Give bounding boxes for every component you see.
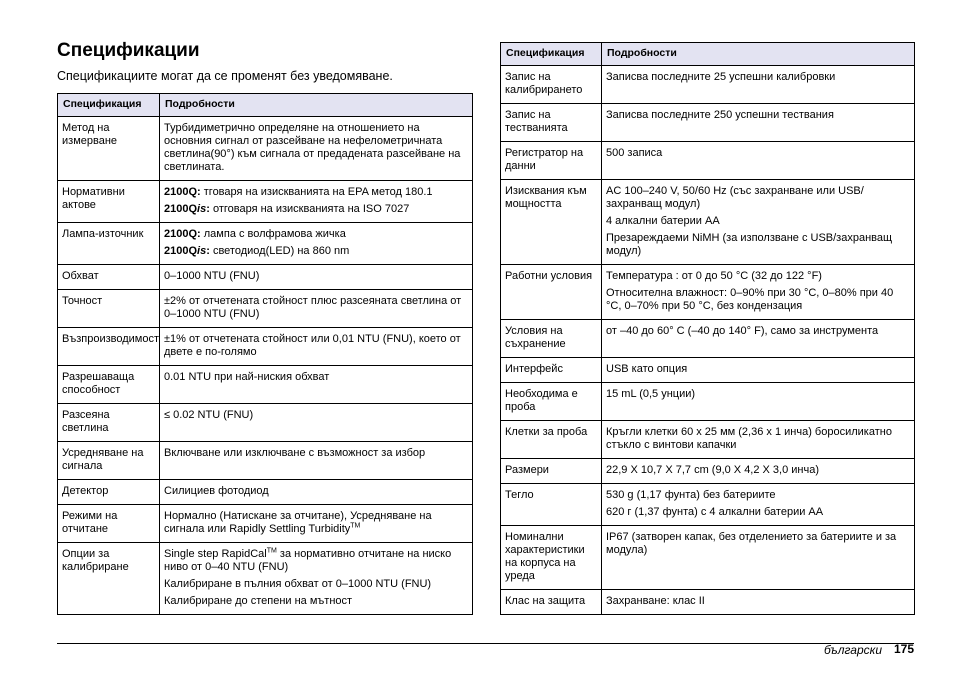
detail-line: 0.01 NTU при най-ниския обхват bbox=[164, 371, 330, 383]
detail-line: Записва последните 25 успешни калибровки bbox=[606, 71, 836, 83]
table-header-row bbox=[58, 94, 473, 117]
table-row bbox=[501, 142, 915, 180]
spec-name: Номинални характеристики на корпуса на уреда bbox=[501, 526, 602, 590]
detail-text-after: за нормативно отчитане на ниско ниво от 0–40 NTU (FNU) bbox=[164, 548, 452, 573]
page-title: Спецификации bbox=[57, 40, 200, 61]
detail-line: Презареждаеми NiMH (за използване с USB/захранващ модул) bbox=[606, 232, 893, 257]
table-row bbox=[58, 328, 473, 366]
spec-details bbox=[160, 290, 473, 328]
detail-line bbox=[164, 510, 467, 536]
table-header-row bbox=[501, 43, 915, 66]
spec-details bbox=[602, 484, 915, 526]
detail-line: Температура : от 0 до 50 °C (32 до 122 °F) bbox=[606, 270, 822, 282]
detail-line: Турбидиметрично определяне на отношението на основния сигнал от разсейване на нефелометричната светлина(90°) към сигнала от предадената разсейване на светлината. bbox=[164, 122, 461, 173]
detail-line: ≤ 0.02 NTU (FNU) bbox=[164, 409, 254, 421]
spec-details bbox=[602, 590, 915, 615]
header-details: Подробности bbox=[602, 43, 915, 66]
spec-details bbox=[160, 366, 473, 404]
detail-text: тговаря на изискванията на EPA метод 180.1 bbox=[200, 186, 433, 198]
detail-line: ±1% от отчетената стойност или 0,01 NTU (FNU), което от двете е по-голямо bbox=[164, 333, 461, 358]
spec-details bbox=[602, 265, 915, 320]
trademark-mark: TM bbox=[350, 522, 361, 530]
spec-details bbox=[602, 358, 915, 383]
spec-details bbox=[602, 66, 915, 104]
spec-details bbox=[160, 265, 473, 290]
detail-line: 22,9 X 10,7 X 7,7 cm (9,0 X 4,2 X 3,0 инча) bbox=[606, 464, 820, 476]
detail-line: Силициев фотодиод bbox=[164, 485, 269, 497]
spec-name: Условия на съхранение bbox=[501, 320, 602, 358]
table-row bbox=[501, 265, 915, 320]
model-base: 2100Q bbox=[164, 245, 198, 257]
detail-line: Относителна влажност: 0–90% при 30 °C, 0–80% при 40 °C, 0–70% при 50 °C, без кондензация bbox=[606, 287, 894, 312]
table-row bbox=[58, 505, 473, 543]
detail-text: светодиод(LED) на 860 nm bbox=[209, 245, 350, 257]
table-row bbox=[501, 320, 915, 358]
table-row bbox=[501, 484, 915, 526]
header-details: Подробности bbox=[160, 94, 473, 117]
table-row bbox=[58, 223, 473, 265]
model-colon: : bbox=[206, 245, 210, 257]
spec-details bbox=[160, 505, 473, 543]
detail-line: Захранване: клас II bbox=[606, 595, 705, 607]
detail-line: 620 г (1,37 фунта) с 4 алкални батерии AA bbox=[606, 506, 824, 518]
spec-details bbox=[602, 383, 915, 421]
spec-name: Работни условия bbox=[501, 265, 602, 320]
spec-name: Размери bbox=[501, 459, 602, 484]
spec-details bbox=[602, 320, 915, 358]
detail-line: Записва последните 250 успешни тествания bbox=[606, 109, 834, 121]
spec-details bbox=[160, 223, 473, 265]
spec-name: Запис на тестванията bbox=[501, 104, 602, 142]
model-suffix: is bbox=[197, 203, 207, 215]
spec-details bbox=[602, 459, 915, 484]
spec-name: Запис на калибрирането bbox=[501, 66, 602, 104]
spec-name: Интерфейс bbox=[501, 358, 602, 383]
spec-details bbox=[160, 404, 473, 442]
table-row bbox=[58, 366, 473, 404]
table-row bbox=[58, 543, 473, 615]
table-row bbox=[501, 421, 915, 459]
table-row bbox=[58, 265, 473, 290]
detail-text: лампа с волфрамова жичка bbox=[200, 228, 346, 240]
table-row bbox=[501, 180, 915, 265]
model-name bbox=[164, 203, 210, 215]
detail-text: отговаря на изискванията на ISO 7027 bbox=[209, 203, 410, 215]
spec-name: Разсеяна светлина bbox=[58, 404, 160, 442]
detail-line: Включване или изключване с възможност за избор bbox=[164, 447, 426, 459]
spec-name: Необходима е проба bbox=[501, 383, 602, 421]
detail-line: AC 100–240 V, 50/60 Hz (със захранване или USB/захранващ модул) bbox=[606, 185, 864, 210]
table-row bbox=[501, 358, 915, 383]
spec-name: Регистратор на данни bbox=[501, 142, 602, 180]
detail-line: 4 алкални батерии AA bbox=[606, 215, 720, 227]
spec-details bbox=[160, 117, 473, 181]
spec-name: Режими на отчитане bbox=[58, 505, 160, 543]
table-row bbox=[501, 66, 915, 104]
detail-line: Калибриране в пълния обхват от 0–1000 NTU (FNU) bbox=[164, 578, 432, 590]
detail-line: 15 mL (0,5 унции) bbox=[606, 388, 696, 400]
spec-details bbox=[160, 181, 473, 223]
detail-line: IP67 (затворен капак, без отделението за батериите и за модула) bbox=[606, 531, 897, 556]
spec-name: Обхват bbox=[58, 265, 160, 290]
detail-line: 500 записа bbox=[606, 147, 663, 159]
detail-line: от –40 до 60° C (–40 до 140° F), само за инструмента bbox=[606, 325, 879, 337]
table-row bbox=[58, 181, 473, 223]
detail-line bbox=[164, 548, 467, 574]
detail-line bbox=[164, 228, 467, 241]
footer-divider bbox=[57, 643, 914, 644]
table-row bbox=[501, 383, 915, 421]
spec-name: Разрешаваща способност bbox=[58, 366, 160, 404]
spec-name: Клас на защита bbox=[501, 590, 602, 615]
detail-line bbox=[164, 203, 467, 216]
detail-line bbox=[164, 186, 467, 199]
detail-line: Калибриране до степени на мътност bbox=[164, 595, 353, 607]
detail-text: Single step RapidCal bbox=[164, 548, 267, 560]
spec-name: Клетки за проба bbox=[501, 421, 602, 459]
table-row bbox=[501, 459, 915, 484]
table-row bbox=[501, 104, 915, 142]
spec-table-right bbox=[500, 42, 915, 615]
spec-details bbox=[602, 104, 915, 142]
spec-name: Детектор bbox=[58, 480, 160, 505]
table-row bbox=[58, 442, 473, 480]
model-name: 2100Q: bbox=[164, 186, 201, 198]
spec-name: Опции за калибриране bbox=[58, 543, 160, 615]
spec-name: Усредняване на сигнала bbox=[58, 442, 160, 480]
spec-name: Възпроизводимост bbox=[58, 328, 160, 366]
table-row bbox=[501, 526, 915, 590]
spec-name: Лампа-източник bbox=[58, 223, 160, 265]
table-row bbox=[58, 290, 473, 328]
spec-details bbox=[602, 421, 915, 459]
table-row bbox=[501, 590, 915, 615]
model-colon: : bbox=[206, 203, 210, 215]
intro-text: Спецификациите могат да се променят без уведомяване. bbox=[57, 69, 393, 83]
detail-line: 530 g (1,17 фунта) без батериите bbox=[606, 489, 776, 501]
table-row bbox=[58, 117, 473, 181]
model-name: 2100Q: bbox=[164, 228, 201, 240]
table-row bbox=[58, 404, 473, 442]
detail-line: ±2% от отчетената стойност плюс разсеяната светлина от 0–1000 NTU (FNU) bbox=[164, 295, 462, 320]
header-spec: Спецификация bbox=[501, 43, 602, 66]
spec-details bbox=[160, 442, 473, 480]
spec-details bbox=[602, 142, 915, 180]
detail-line: USB като опция bbox=[606, 363, 688, 375]
model-base: 2100Q bbox=[164, 203, 198, 215]
model-suffix: is bbox=[197, 245, 207, 257]
spec-name: Изисквания към мощността bbox=[501, 180, 602, 265]
spec-name: Точност bbox=[58, 290, 160, 328]
detail-line bbox=[164, 245, 467, 258]
spec-table-left bbox=[57, 93, 473, 615]
header-spec: Спецификация bbox=[58, 94, 160, 117]
spec-details bbox=[602, 526, 915, 590]
model-name bbox=[164, 245, 210, 257]
spec-name: Тегло bbox=[501, 484, 602, 526]
spec-name: Нормативни актове bbox=[58, 181, 160, 223]
table-row bbox=[58, 480, 473, 505]
spec-details bbox=[160, 328, 473, 366]
spec-details bbox=[160, 480, 473, 505]
footer-language: български bbox=[823, 643, 882, 657]
detail-line: Кръгли клетки 60 x 25 мм (2,36 x 1 инча) боросиликатно стъкло с винтови капачки bbox=[606, 426, 892, 451]
spec-details bbox=[160, 543, 473, 615]
spec-name: Метод на измерване bbox=[58, 117, 160, 181]
spec-details bbox=[602, 180, 915, 265]
detail-line: 0–1000 NTU (FNU) bbox=[164, 270, 260, 282]
trademark-mark: TM bbox=[266, 547, 277, 555]
detail-text: Нормално (Натискане за отчитане), Усредняване на сигнала или Rapidly Settling Turbidity bbox=[164, 510, 432, 535]
page-number: 175 bbox=[893, 642, 914, 656]
